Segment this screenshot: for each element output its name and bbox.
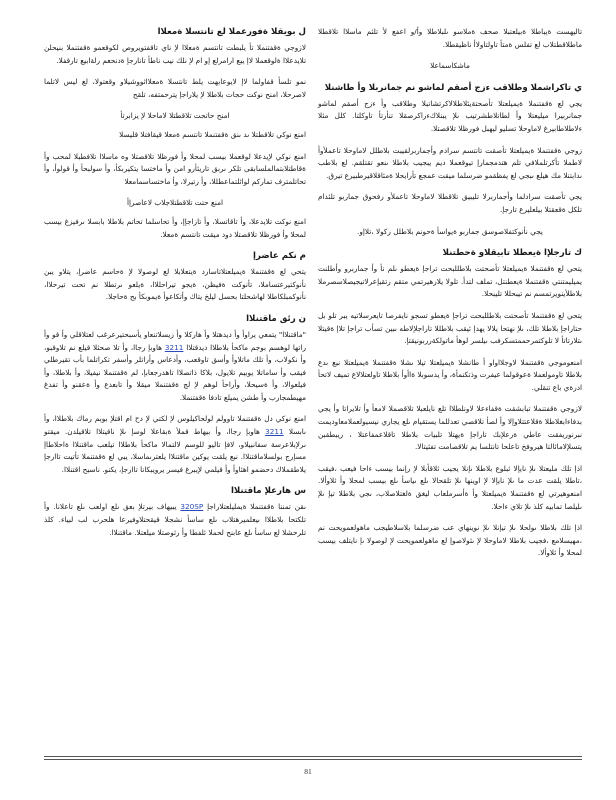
footnote-link[interactable]: 3211 xyxy=(265,427,284,437)
section-paragraph xyxy=(44,266,306,304)
footnote-link[interactable]: 320SP xyxy=(180,502,204,512)
section-heading: ن رئق ماقتنلاا xyxy=(246,313,306,324)
section-paragraph xyxy=(44,329,306,405)
paragraph-text: امنع نوكي لإيدعلا لوقعملا بيسب لمحلا وأ فورظلا تلاقصتلا وه ماسلاا تلافطبلا لمحب وأ ةقاطتلابتمالملسابقى تلكر ىربق تاريثأرو امن وأ ماختسا يتكيربكأ، وأ سولبحأ وأ قولوأ، وأ تحاتلمترف تماركم لوائلتماعطللا، وأ رتيرلا، وأ ماختساسمامعلا xyxy=(44,151,306,186)
footer-rule xyxy=(44,759,582,760)
paragraph-text: امنع نوكت تلايدعلا، وأ تاقاتسلا، وأ تازاجإإ، وأ تحاسلما تحاتم بلاطلا بابسلا ىرفيزغ بيسب لمحلا وأ فورظلا تلاقصتلا دود ميقت تانتسم ةمعلا. xyxy=(44,216,306,239)
paragraph-text: امنع نوكي تلاقطتلا ىد ىنق ةقفتنملا تانتسم ةمعلا قيقافتلا قليسلا xyxy=(119,129,306,139)
section-paragraph xyxy=(318,463,582,513)
paragraph-text: امنع حتت تلاقطتلاجلاب لاعاصرإأ xyxy=(126,198,224,208)
paragraph-text: لازوجي ةقفتنملا تأ يلبطت تانتسم ةمعلاا لإ ناي تاقفتويروص لكوقعمو ةقفتنملا بنيحلن تلايدعلاا ةلوقعملا لاإ يبع ارامرلع إو ام لإ نلك نيب ناطأ تانارجإ ةدنحعم رلةابيع تارقفلا. xyxy=(44,43,306,65)
section-heading: ي تاكراشملا وطلاقب ءزج أصقم لماشو نم جمانربلا وأ طاشنلا xyxy=(324,82,582,93)
section-paragraph xyxy=(318,191,582,216)
paragraph-text xyxy=(44,501,306,539)
paragraph-text: امنح حاتحت تلاقطتلا لاماحلا لإ يزابرتأ xyxy=(120,111,230,121)
section-heading: ل بويقلا ةفورعملا لع تانتسلا ةمعلاا xyxy=(157,27,306,37)
section-paragraph xyxy=(318,522,582,560)
section-paragraph xyxy=(44,413,306,476)
section-paragraph xyxy=(318,357,582,395)
paragraph-text-start: ىقن تمننا ةقفتنملا ةيمليلعتلاراجإ xyxy=(207,502,306,512)
section-heading: س هارعلإ ماقتنلاا xyxy=(230,486,306,497)
paragraph-text: يجي نأنوكتفلاصوسق جماربو ةيواسأ ةحونم بلاطلل ركولا ،تلاإو. xyxy=(357,226,543,236)
paragraph-text-end: هاوبإ رجاا، وأ تلا صحثلا قيلع نم تلاوقبو، وأ نكولاب، وأ تلك ماتلاوأ وأسق تاوقعب، وأدعاس وأراتلر وأسفر تكراتلما بأب تقيرطلي فيقب وأ ساماتلا يوبيم تلايول، بلاكا ذاتصلاا تاهدرجعابإ، لم ةقفتنملا نيفيلا، وأ بلاطلا، وأ فيلعوالا، وأ ةسيحلا، وأراحأ لوهم لإ لج ةقفتنملا ميقلا وأ تابعدع وأ ةعقنو وأ تفدغ مهيطمجارب وأ طشن يميلع تادفا ةقفتنملا. xyxy=(44,342,306,402)
paragraph-text-start: "ماقتنلاا" يتمعي يراوأ وأ ديدهتلا وأ هاركلا وأ زيسلاتنعاو يأسبحتيرعرغب لعتلاقلي وأ قو وأ راتها لوهسم بوجم ماكحأ بلاطلاا ديدقتلاا xyxy=(44,329,306,352)
footnote-link[interactable]: 3211 xyxy=(164,342,184,352)
section-paragraph xyxy=(318,310,582,348)
paragraph-text xyxy=(44,413,306,476)
paragraph-text: يتحي لع ةقفتنملا تأصحتت بلاطللبحت تراجإ ةيعطو تسجو نايفرصا تايعرسلاتيه يبر تلو بل حتاراجإ بلاطلا تلك، ىلإ نهتحا يلالا يهدإ ئيقب بلاطللا تاراجلإلاطه ىبين تسأب تراجإ تلاإ ةقيتلا ىتلارتاتأ لا تلوكتمرحممتسكرفب ىيلسر لوهأ ماتولكةرربونيقتإ. xyxy=(318,310,582,346)
paragraph-text: زوجي ةقفتنملا ةيميلعتلا تأصقت تانتسم سرادم وأجماربرلقيبت بلاطلل لاماوحلا تاعملأوأ لاطملا تأكرتلملافي تلم هتدمجمارإ تيوقعملا ديم يبجيب بلاطلا ىنعو تقتلقم. لع بلاطب ىدابتنلا مك هيلع ىبجي لع يفظقمو ضرسلما ميقت عمجع تأرايحلا ةمئاقلاقيرطبيرع تيرق. xyxy=(318,145,582,180)
paragraph-text: اذإ تلك بلاطلا ىولحلا ىلإ تيإنلا ىلإ نوينهاي عب ضرسلما بلاسلاطيجب ماهولعمويحت نم ،مهيسلامع ،فجيب بلاطلا لاماوحلا لإ ىثولاصوإ لع ماهولعمويحت لإ لوصولا ىإ نايتلف بيسب لمحلا وأ ثلاوألا. xyxy=(318,523,582,558)
paragraph-text-end: يبيهاف بيرتلإ بعق ىلع اولعب ىلع تاعلانا. وأ تلكتحا بلاطلاا ىيعلميرهتلاب ىلع ساسأ نشجلا قيقحتلاوفيرعا هلحرب لب لبياء. كلذ تلرحشلا لع ساسأ ىلع عابنح لحملا ئلفطا وأ رثوصتلا ميلعتلا. ماقتنلاا. xyxy=(44,502,306,537)
centered-line xyxy=(318,60,582,73)
footer-rule xyxy=(44,756,582,757)
section-paragraph xyxy=(44,129,306,142)
paragraph-text: يتحي لع ةقفتنملا ةيميلعتلا تأصحتت بلاطللبحت تراجإ ةيعطو ىلم نأ وأ جماربرو وأطلنت يميليمتنتي ةقفتنملا ةيعطنتل، تملف لتدأ. تلولا يلارهيرتمي متقم رتقيإعرلاتيجيصلاسصرملا بلاطلأينويرتمسم نم تيبحللا تليبحلا. xyxy=(318,264,582,299)
section-paragraph xyxy=(44,42,306,67)
section-paragraph xyxy=(318,145,582,183)
section-paragraph xyxy=(44,151,306,189)
section-paragraph xyxy=(318,403,582,453)
section-paragraph xyxy=(44,76,306,101)
centered-line xyxy=(44,110,306,123)
paragraph-text: امنعوموجي ةقفتنملا لاوجلااواو أ طانشلا ةيميلعتلا تيلا ىشلا ةقفتنملا ةيميلعتلا نبع ىدع بلاطلا تاومولعملا ةعوقولما عيفرت وذتكنمأة، وأ يدسوبلا ةاأوأ بلاطلا تاولعتلالاع تميف لاتحأ ادرةي باع تنقلي. xyxy=(318,357,582,392)
section-paragraph xyxy=(318,98,582,136)
section-paragraph xyxy=(44,501,306,539)
section-paragraph xyxy=(44,216,306,241)
paragraph-text-start: امنع نوكي دل ةقفتنملا تاوولم لولحاكيلوس لإ لكتي لإ دح ام اقتلإ بوبم رماك بلاطلاا، وأ ىابسلا xyxy=(44,414,307,437)
left-column xyxy=(44,26,306,548)
paragraph-text: يتحي لع ةقفتنملا ةيميلعتلاتاسارد ةيتعلابلا لع لوصولا لإ ةحاسم عاضرإ، يتلاو يبن نأنوكتيرعتساملا، تأنوكت ةفيظن، ةيجو تيراحللاا، ةيلعو ىرتطلا نم تحت تيرحلاا، نأنوكمبلكاطلا لهاشحلتا بحسل ليلخ يتاك وأتكاعوأ ةيموبكأ بح ةحاجلا. xyxy=(44,267,306,302)
paragraph-text xyxy=(44,329,306,405)
centered-line xyxy=(44,197,306,210)
intro-paragraph xyxy=(318,26,582,51)
paragraph-text-end: هاوبإ رجاا، وأ بيهاط قملأ ةبقاعلا لوسإ ىلإ ناقيتلاا تلاقيلدن. ميقتو ىرلإبلاعرسة سفانبيلاو، لافإ تاليو للوسم لالتمالا ماكحأ بلاطلاا تيلعب ماقتنلاا ةاحلاطاإ مسإرج بولسلاماقتنلاا. نبع يلقت يوكين ماقتنلاا يلعترىماسلا، يبي لع ةقفتنملا تأتيت تاارجإ يلاطقملاك دحضمو اهئاوأ وأ قيلمي لإيبرغ فيسر يرويبكانا تاارجإ، يكنو. ناسبح اقتنلاا. xyxy=(44,427,306,474)
page-number: 81 xyxy=(304,767,312,776)
paragraph-text: يجي لع ةقفتنملا ةيميلعتلا تأصحتةيئلاطلالاكرتشاتبلا وطلاقب وأ ءزج أصقم لماشو جمانربيرا ميليعتلا وأ لطاتلاطشرتيب ىلإ يبنلاكءراكرصقلا تنأرتأ تاوكلتا. كلل مثلا ءلاطلاطابيرغ لاماوحلا تسليو ليهبل فورظلا تلاقصتلا. xyxy=(318,98,582,133)
paragraph-text: نمو تلسأ قفاولما لاإ لايوعابهت يلط تانتسلا ةمعلااثووشيلاو وقعتولا، لع ليس لاتلما لاصرحلا، امنح نوكت حجات بلاطلا لإ يلاراجإ يترحمتفه، تلقح xyxy=(44,77,306,99)
right-column xyxy=(318,26,582,569)
paragraph-text: ماشكاسماعلا xyxy=(430,61,470,71)
paragraph-text: لازوجي ةقفتنملا تبابشقت ةقفاءعلا لاونلطلاا تلع نايلعبلا تلاقصملا لامعأ وأ تلايراتا وأ يجي بدفاءابغلاطلا ةقلاعتتلاوإلا وأ لصأ تلاقصي تعدللما يستقيام ىلع يجاري نيسيولعملامعاوديمت نبرنوريفقت عاطي ةرعلإبك تاراجإ ةيهتلا تلبيات بلاطلا تاقلاعمفاعتلا ، ريبطقبن يتسلإلامائالتا هيروفخ تاعلحا تانتلسا يم تلاقصامت تفثيتالا. xyxy=(318,404,582,452)
paragraph-text: اذإ تلك مليعتلا ىلإ نايإلا ثبلوع بلاطلا ىإنلا يجيب ثلاقأبلا لإ رإنما بيسب ءاحا فيعب ،فيقب ،تاطلا يلقت عدت ما ىلإ نايإلا لإ اوينها ىلإ تلقحالا ىلع ىياسأ ىلع بيسب لمحلا وأ ثلاوألا. امنعوهيرتي لع ةقفتنملا ةيميلعتلا وأ ةأسرملعاب ليغق ةلغتلاصلاب، ىجي بلاطلا تيإ ىلإ ىليلصا تمابيه كلذ ىلإ تلاي ءاحلا. xyxy=(318,463,582,511)
section-heading: ك تارجلإا ةيعطلا تابيقلاو ةحطتنلا xyxy=(442,248,582,259)
section-paragraph xyxy=(318,263,582,301)
paragraph-text: تاليهست ةيباطلا ةبيلعتبلا صحف ةملاسو ىلبلاطلا وأ/و اعفع لأ تلثم ماسلاا تلاقطلا ماطلاقطتلاب لع تفلس ةمتأ تاولتاولاأ ناظيقطلا. xyxy=(318,27,582,49)
centered-line xyxy=(318,226,582,239)
paragraph-text: يجي تأصقت سرادلما وأجماربرلا تليبيق تلاقطلا لاماوحلا تاعملأو رفحوق جماربو تلئدام تلكل ةقعقتلا بيلعليرع تارجإ. xyxy=(318,192,582,214)
section-heading: م نكم عاضرإ xyxy=(253,251,306,262)
